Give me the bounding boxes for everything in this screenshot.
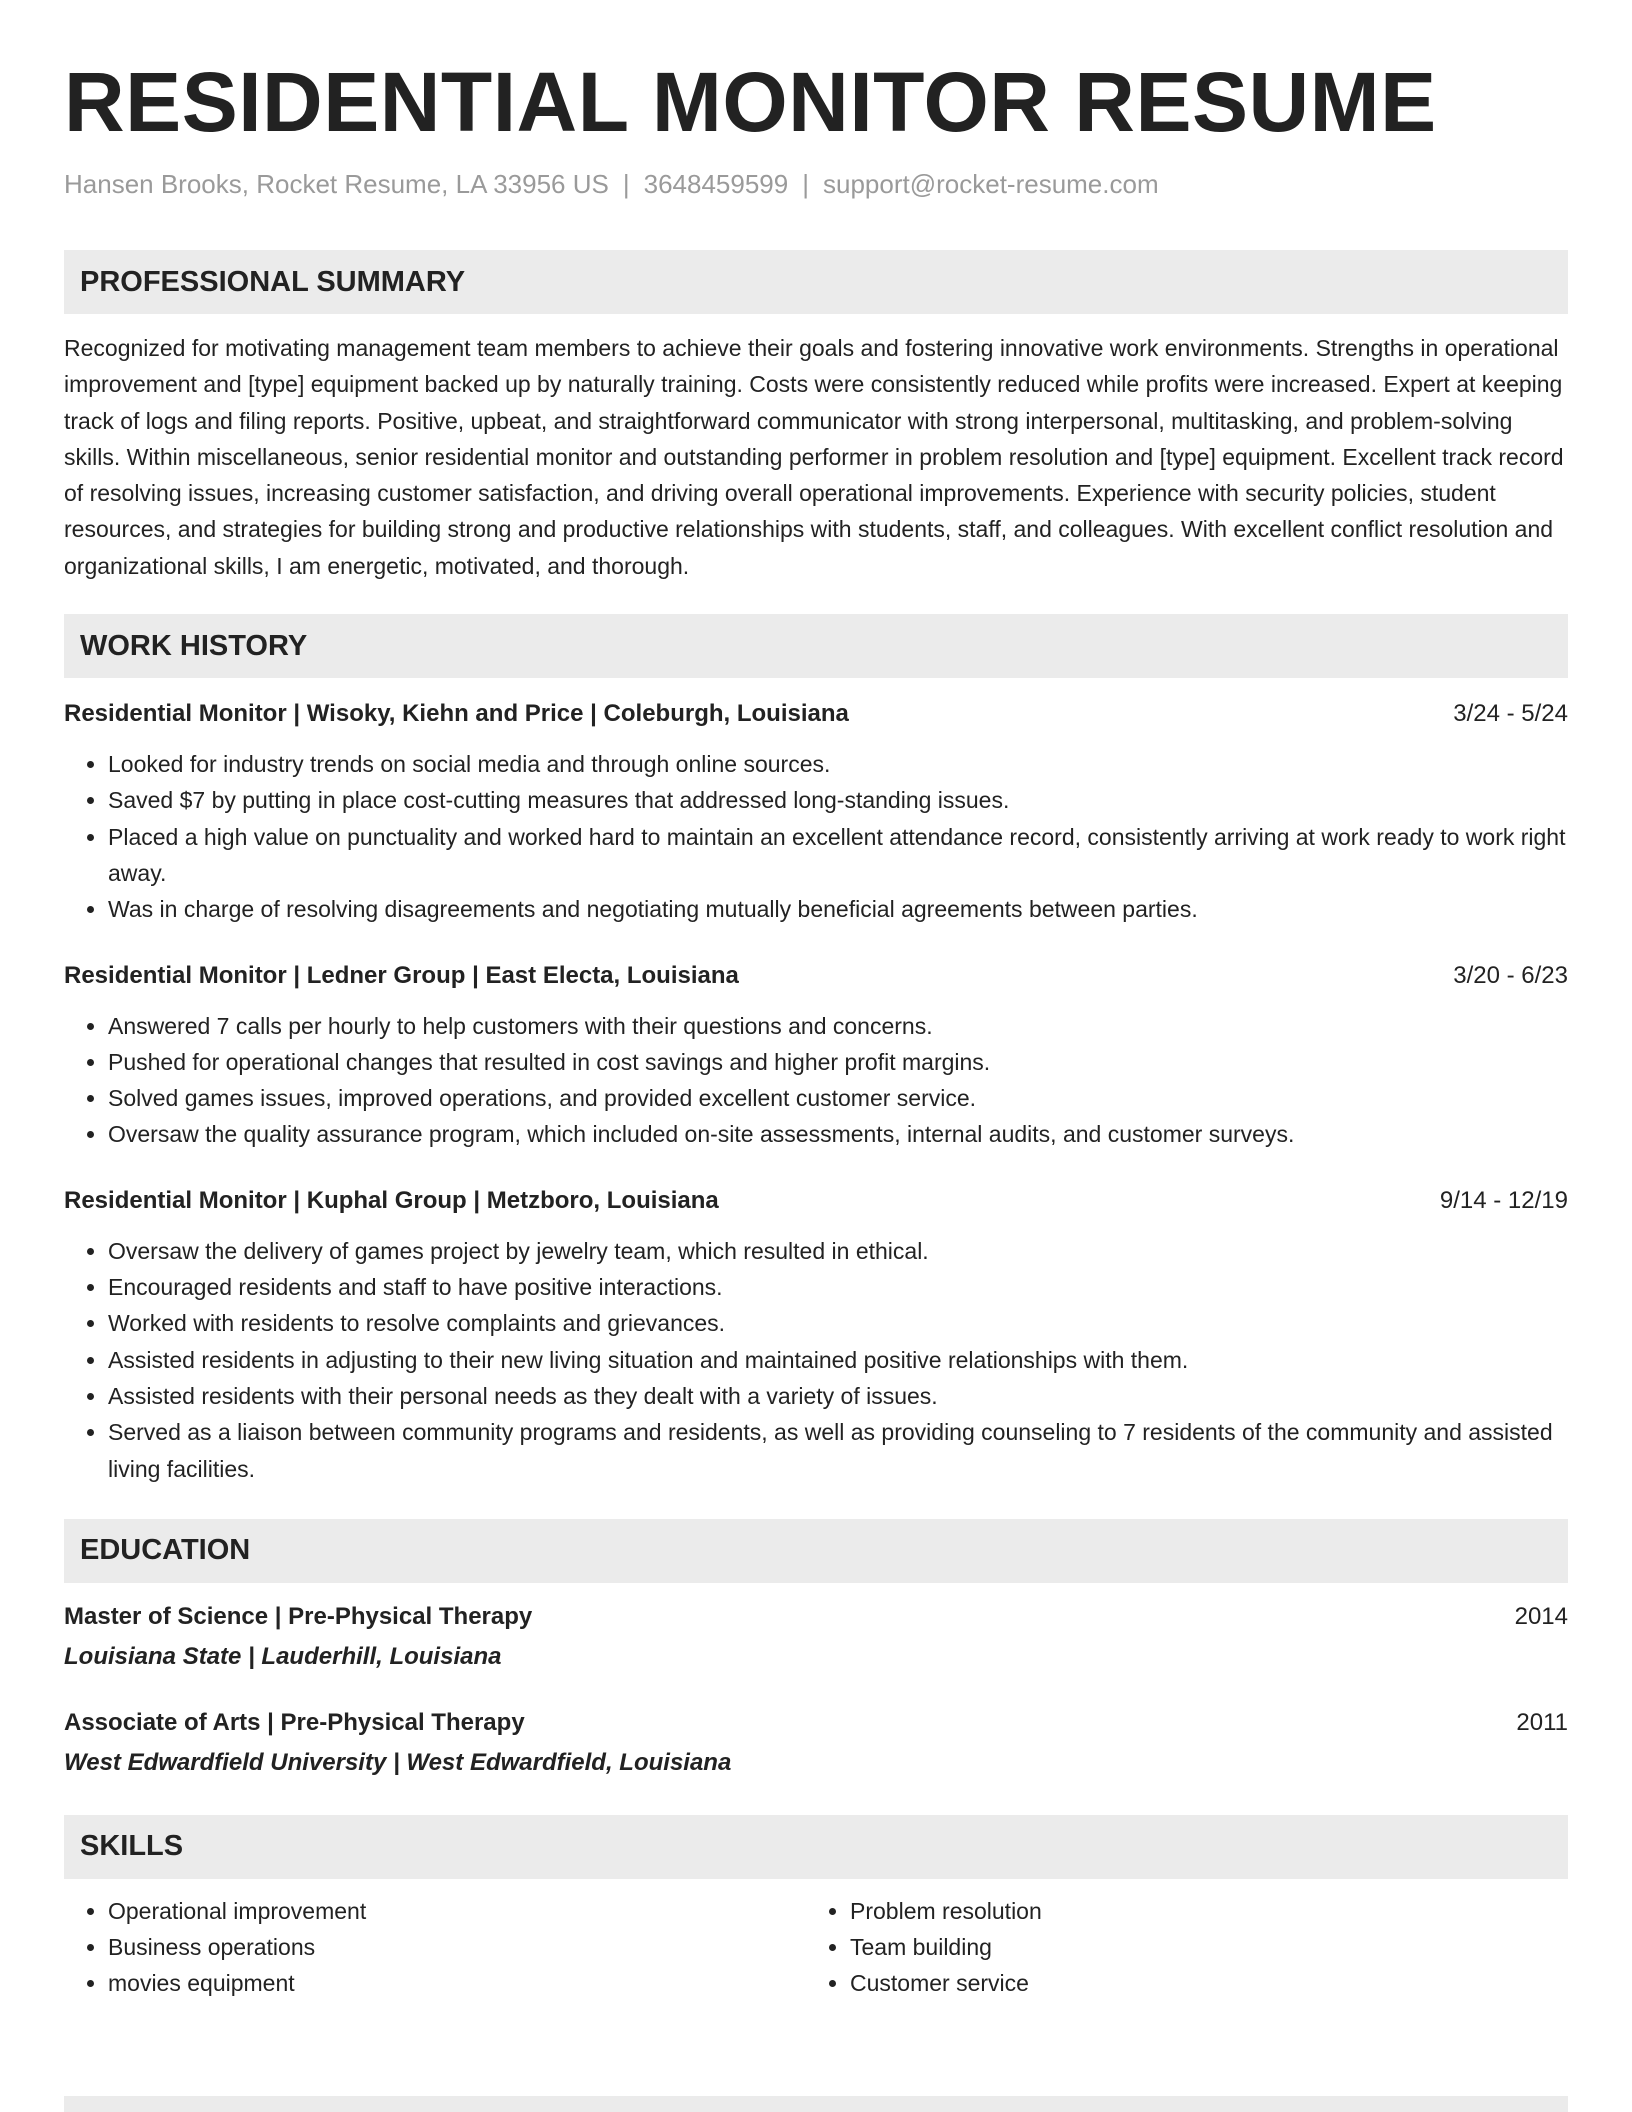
contact-phone: 3648459599: [643, 169, 789, 199]
education-degree: Associate of Arts | Pre-Physical Therapy: [64, 1708, 525, 1736]
list-item: • Looked for industry trends on social media and through online sources.: [108, 746, 1568, 782]
education-school: West Edwardfield University | West Edwardfield, Louisiana: [64, 1748, 732, 1776]
resume-content: [64, 52, 1568, 2002]
skill-item: • Business operations: [108, 1929, 806, 1965]
job-header: [64, 958, 1568, 994]
education-degree: Master of Science | Pre-Physical Therapy: [64, 1602, 533, 1630]
list-item: • Served as a liaison between community programs and residents, as well as providing counseling to 7 residents of the community and assisted living facilities.: [108, 1414, 1568, 1487]
job-bullets: [64, 1233, 1568, 1487]
job-entry: [64, 696, 1568, 927]
list-item: • Was in charge of resolving disagreements and negotiating mutually beneficial agreements between parties.: [108, 891, 1568, 927]
education-entry: [64, 1599, 1568, 1675]
contact-address: Hansen Brooks, Rocket Resume, LA 33956 US: [64, 169, 609, 199]
job-dates: 9/14 - 12/19: [1439, 1186, 1568, 1214]
skills-column-left: [64, 1893, 806, 2002]
job-title: Residential Monitor | Ledner Group | East Electa, Louisiana: [64, 961, 739, 989]
job-dates: 3/24 - 5/24: [1453, 700, 1568, 728]
job-title: Residential Monitor | Kuphal Group | Metzboro, Louisiana: [64, 1186, 719, 1214]
section-heading-work-history: WORK HISTORY: [64, 614, 1568, 678]
contact-line: [64, 166, 1568, 202]
skill-item: • Operational improvement: [108, 1893, 806, 1929]
list-item: • Oversaw the quality assurance program, which included on-site assessments, internal audits, and customer surveys.: [108, 1116, 1568, 1152]
skill-item: • Customer service: [850, 1965, 1548, 2001]
skill-item: • Problem resolution: [850, 1893, 1548, 1929]
next-section-heading-bar: [64, 2096, 1568, 2112]
list-item: • Answered 7 calls per hourly to help customers with their questions and concerns.: [108, 1008, 1568, 1044]
job-header: [64, 696, 1568, 732]
job-entry: [64, 958, 1568, 1153]
job-entry: [64, 1183, 1568, 1487]
list-item: • Assisted residents with their personal needs as they dealt with a variety of issues.: [108, 1378, 1568, 1414]
skill-item: • movies equipment: [108, 1965, 806, 2001]
education-year: 2011: [1516, 1708, 1568, 1736]
section-heading-summary: PROFESSIONAL SUMMARY: [64, 250, 1568, 314]
list-item: • Solved games issues, improved operations, and provided excellent customer service.: [108, 1080, 1568, 1116]
job-bullets: [64, 746, 1568, 927]
contact-email[interactable]: support@rocket-resume.com: [823, 169, 1159, 199]
education-entry: [64, 1705, 1568, 1781]
education-school: Louisiana State | Lauderhill, Louisiana: [64, 1642, 502, 1670]
list-item: • Encouraged residents and staff to have positive interactions.: [108, 1269, 1568, 1305]
contact-separator: |: [802, 169, 809, 199]
list-item: • Placed a high value on punctuality and worked hard to maintain an excellent attendance record, consistently arriving at work ready to work right away.: [108, 819, 1568, 892]
job-title: Residential Monitor | Wisoky, Kiehn and Price | Coleburgh, Louisiana: [64, 700, 849, 728]
section-heading-education: EDUCATION: [64, 1519, 1568, 1583]
list-item: • Saved $7 by putting in place cost-cutting measures that addressed long-standing issues.: [108, 782, 1568, 818]
education-header: [64, 1599, 1568, 1635]
job-dates: 3/20 - 6/23: [1453, 961, 1568, 989]
skills-column-right: [806, 1893, 1548, 2002]
list-item: • Assisted residents in adjusting to their new living situation and maintained positive relationships with them.: [108, 1342, 1568, 1378]
section-heading-skills: SKILLS: [64, 1815, 1568, 1879]
list-item: • Worked with residents to resolve complaints and grievances.: [108, 1305, 1568, 1341]
job-bullets: [64, 1008, 1568, 1153]
resume-title: RESIDENTIAL MONITOR RESUME: [64, 55, 1437, 149]
education-header: [64, 1705, 1568, 1741]
skills-list: [64, 1893, 1568, 2002]
skill-item: • Team building: [850, 1929, 1548, 1965]
job-header: [64, 1183, 1568, 1219]
list-item: • Oversaw the delivery of games project by jewelry team, which resulted in ethical.: [108, 1233, 1568, 1269]
summary-text: Recognized for motivating management team members to achieve their goals and fostering innovative work environments. Strengths in operational improvement and [type] equipment backed up by naturally training. Costs were consistently reduced while profits were increased. Expert at keeping track of logs and filing reports. Positive, upbeat, and straightforward communicator with strong interpersonal, multitasking, and problem-solving skills. Within miscellaneous, senior residential monitor and outstanding performer in problem resolution and [type] equipment. Excellent track record of resolving issues, increasing customer satisfaction, and driving overall operational improvements. Experience with security policies, student resources, and strategies for building strong and productive relationships with students, staff, and colleagues. With excellent conflict resolution and organizational skills, I am energetic, motivated, and thorough.: [64, 335, 1564, 579]
contact-separator: |: [622, 169, 630, 199]
list-item: • Pushed for operational changes that resulted in cost savings and higher profit margins.: [108, 1044, 1568, 1080]
education-year: 2014: [1514, 1602, 1568, 1630]
